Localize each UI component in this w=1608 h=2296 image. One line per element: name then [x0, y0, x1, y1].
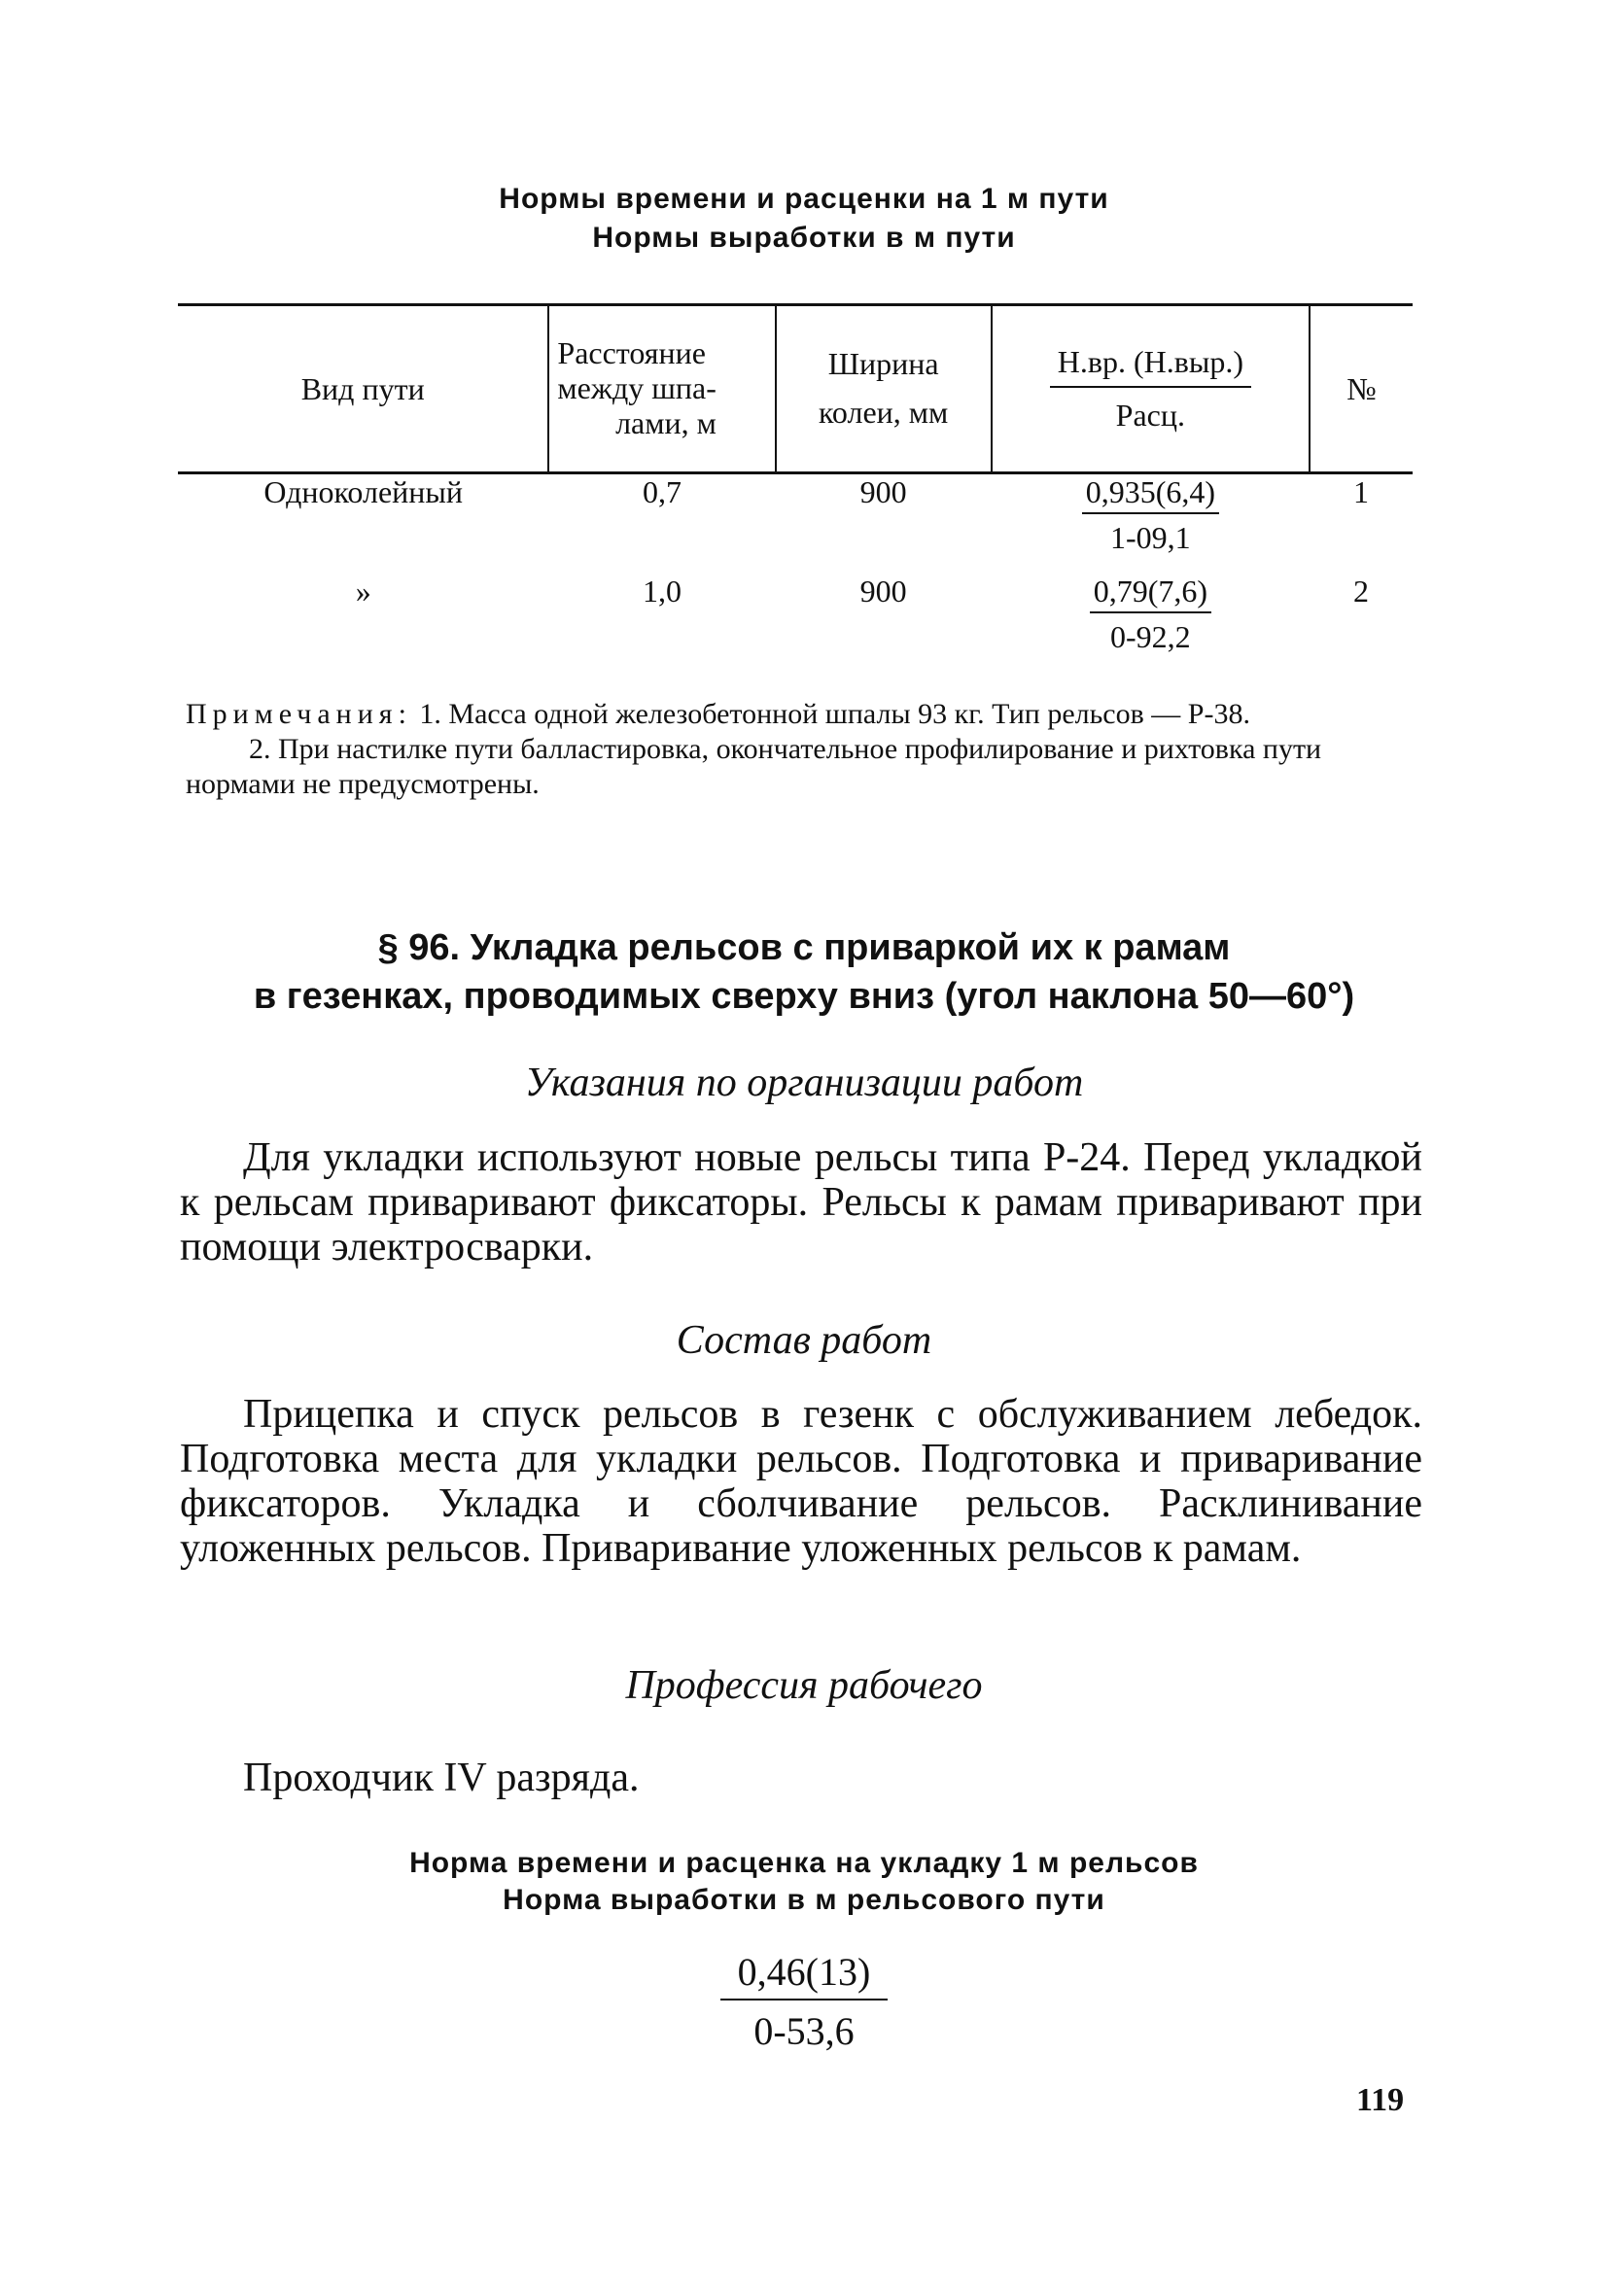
section-title — [0, 923, 1608, 1021]
header-gauge: Ширина колеи, мм — [776, 305, 992, 473]
norm-fraction: $\frac{0,79(7,6)}{0-92,2}$ — [1090, 574, 1211, 655]
note-1: Примечания: 1. Масса одной железобетонной шпалы 93 кг. Тип рельсов — Р-38. — [186, 698, 1250, 730]
norm-fraction: $\frac{0,935(6,4)}{1-09,1}$ — [1082, 474, 1219, 556]
notes-label: Примечания: — [186, 698, 412, 730]
table-title-line2: Нормы выработки в м пути — [592, 222, 1016, 254]
norms-table — [178, 303, 1413, 675]
norm-title — [0, 1847, 1608, 1917]
work-text: Прицепка и спуск рельсов в гезенк с обслуживанием лебедок. Подготовка места для укладки рельсов. Подготовка и приваривание фиксаторов. Укладка и сболчивание рельсов. Расклинивание уложенных рельсов. Приваривание уложенных рельсов к рамам. — [180, 1392, 1422, 1571]
organization-text: Для укладки используют новые рельсы типа Р-24. Перед укладкой к рельсам приваривают фиксаторы. Рельсы к рамам приваривают при помощи электросварки. — [180, 1135, 1422, 1270]
organization-heading: Указания по организации работ — [524, 1061, 1084, 1105]
section-title-line1: § 96. Укладка рельсов с приваркой их к рамам — [377, 927, 1231, 968]
header-number: № — [1310, 305, 1413, 473]
cell-gauge: 900 — [859, 474, 907, 509]
table-title — [0, 183, 1608, 255]
norm-formula — [0, 1949, 1608, 2054]
cell-number: 2 — [1352, 574, 1369, 609]
work-heading: Состав работ — [676, 1318, 932, 1363]
profession-heading: Профессия рабочего — [625, 1663, 983, 1708]
cell-spacing: 0,7 — [642, 474, 682, 509]
cell-spacing: 1,0 — [642, 574, 682, 609]
section-title-line2: в гезенках, проводимых сверху вниз (угол наклона 50—60°) — [253, 976, 1355, 1017]
header-track-type: Вид пути — [178, 305, 548, 473]
table-header-row — [178, 305, 1413, 473]
table-title-line1: Нормы времени и расценки на 1 м пути — [499, 183, 1109, 215]
norm-value: 0,46(13) — [720, 1949, 889, 2000]
norm-title-line1: Норма времени и расценка на укладку 1 м рельсов — [409, 1847, 1199, 1879]
norm-fraction — [720, 1949, 889, 2054]
table-row — [178, 473, 1413, 574]
profession-text: Проходчик IV разряда. — [243, 1756, 640, 1800]
cell-track-type: » — [355, 574, 371, 609]
cell-number: 1 — [1352, 474, 1369, 509]
norm-title-line2: Норма выработки в м рельсового пути — [503, 1884, 1105, 1916]
cell-norm — [992, 574, 1310, 675]
cell-track-type: Одноколейный — [263, 474, 464, 509]
norm-rate: 0-53,6 — [753, 2009, 855, 2053]
table-row — [178, 574, 1413, 675]
cell-norm — [992, 473, 1310, 574]
table-notes — [186, 697, 1421, 802]
page-number: 119 — [1356, 2082, 1405, 2118]
header-norm-rate: Н.вр. (Н.выр.) Расц. — [992, 305, 1310, 473]
note-2: 2. При настилке пути балластировка, окончательное профилирование и рихтовка пути нормами не предусмотрены. — [186, 733, 1322, 800]
header-sleeper-spacing: Расстояние между шпа- лами, м — [548, 305, 775, 473]
cell-gauge: 900 — [859, 574, 907, 609]
